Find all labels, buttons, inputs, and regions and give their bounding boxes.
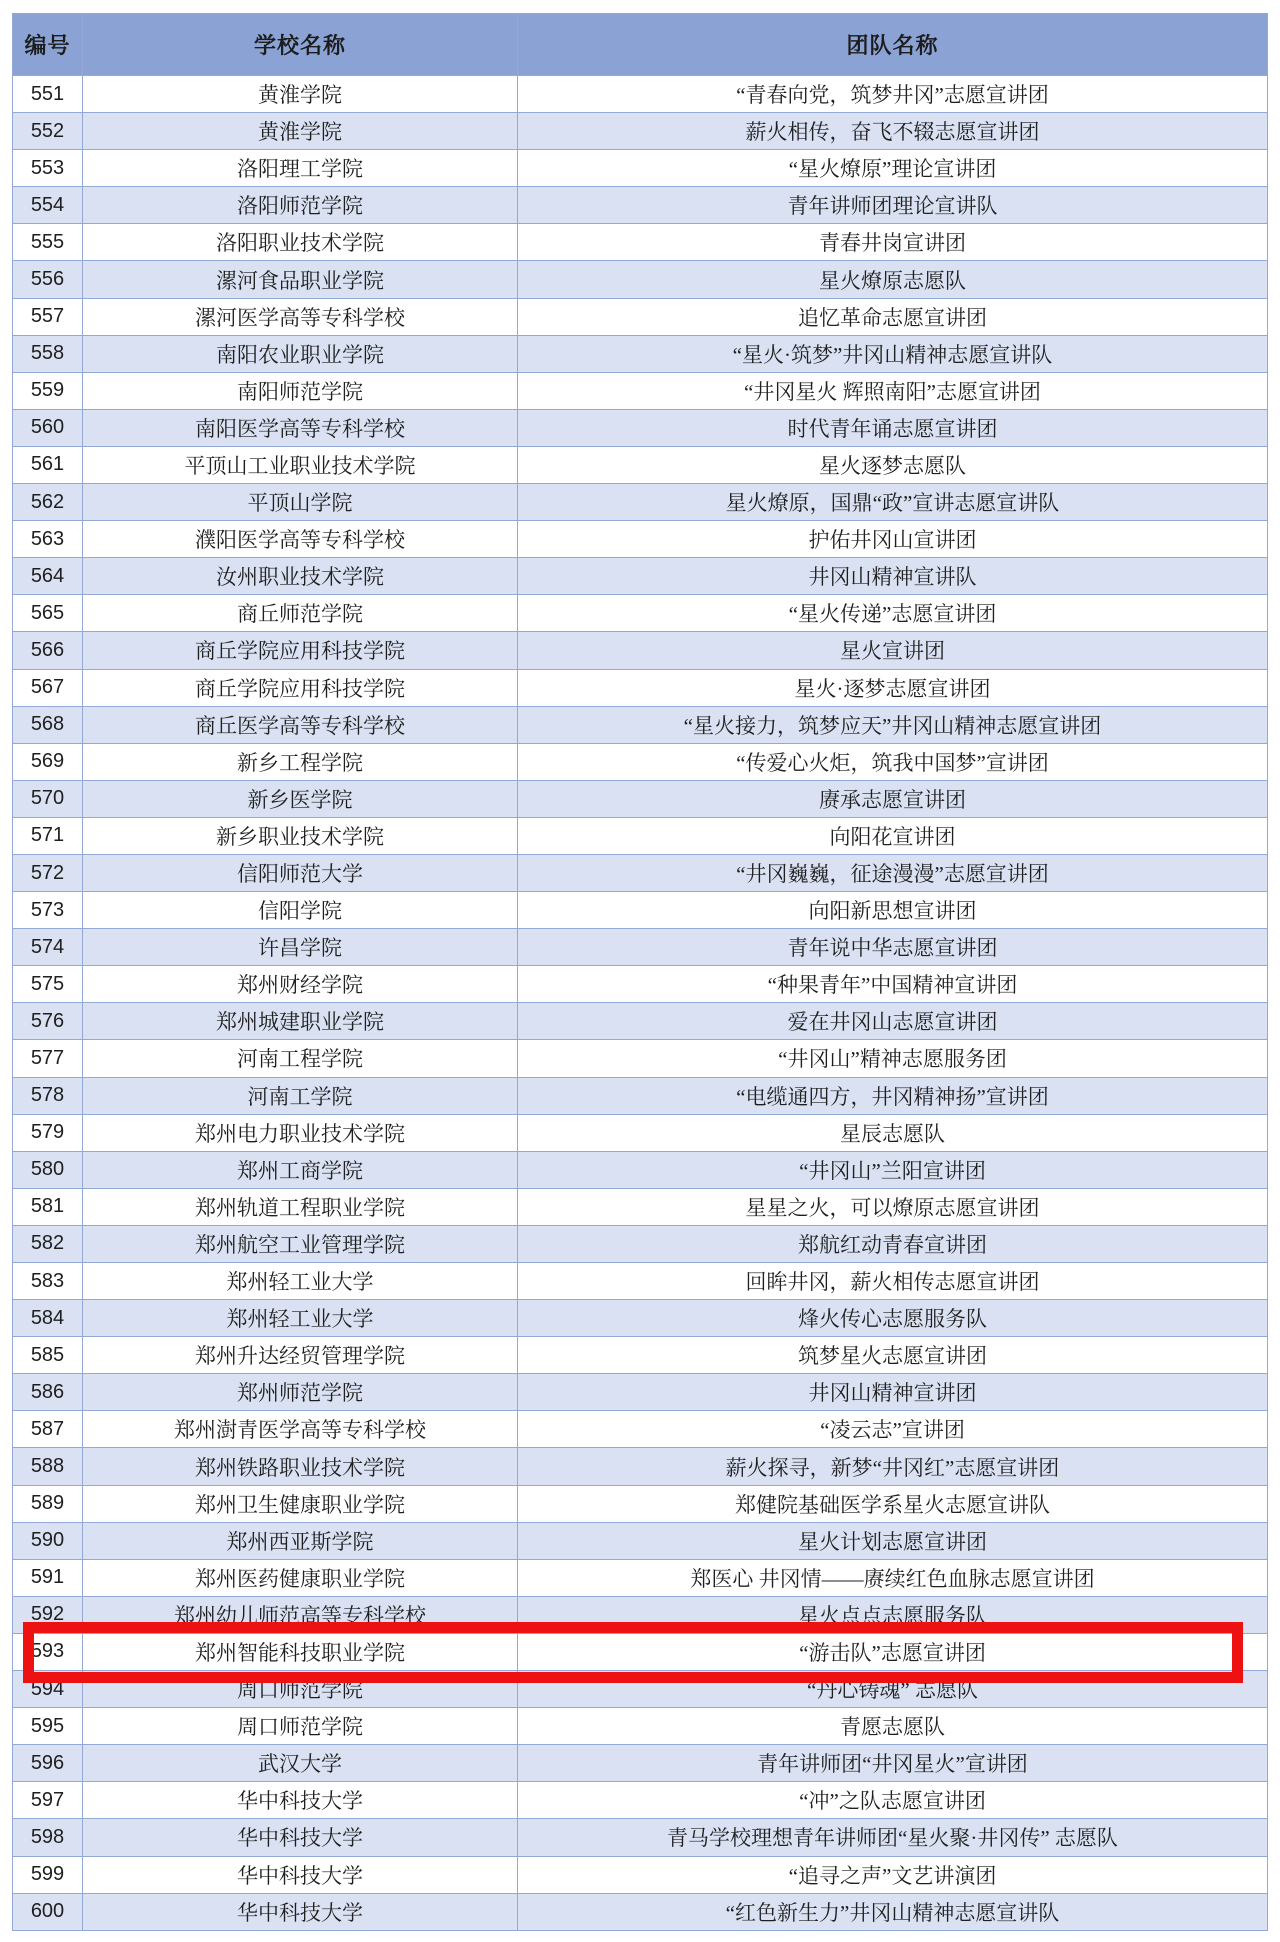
school-name: 郑州轻工业大学 bbox=[83, 1263, 518, 1300]
table-row bbox=[13, 261, 1268, 298]
team-name: 星星之火，可以燎原志愿宣讲团 bbox=[518, 1188, 1268, 1225]
team-name: 青愿志愿队 bbox=[518, 1708, 1268, 1745]
team-name: “传爱心火炬，筑我中国梦”宣讲团 bbox=[518, 743, 1268, 780]
school-name: 郑州电力职业技术学院 bbox=[83, 1114, 518, 1151]
table-row bbox=[13, 187, 1268, 224]
team-name: 星火燎原，国鼎“政”宣讲志愿宣讲队 bbox=[518, 484, 1268, 521]
table-row bbox=[13, 1337, 1268, 1374]
table-row bbox=[13, 1559, 1268, 1596]
table-row bbox=[13, 817, 1268, 854]
team-name: 青年讲师团理论宣讲队 bbox=[518, 187, 1268, 224]
row-number: 582 bbox=[13, 1225, 83, 1262]
row-number: 585 bbox=[13, 1337, 83, 1374]
table-row bbox=[13, 1225, 1268, 1262]
school-name: 新乡工程学院 bbox=[83, 743, 518, 780]
row-number: 571 bbox=[13, 817, 83, 854]
team-name: 郑健院基础医学系星火志愿宣讲队 bbox=[518, 1485, 1268, 1522]
row-number: 593 bbox=[13, 1633, 83, 1670]
table-row bbox=[13, 1708, 1268, 1745]
row-number: 574 bbox=[13, 929, 83, 966]
table-row bbox=[13, 706, 1268, 743]
team-name: 护佑井冈山宣讲团 bbox=[518, 521, 1268, 558]
table-row bbox=[13, 76, 1268, 113]
row-number: 573 bbox=[13, 892, 83, 929]
row-number: 563 bbox=[13, 521, 83, 558]
team-name: 青马学校理想青年讲师团“星火聚·井冈传” 志愿队 bbox=[518, 1819, 1268, 1856]
table-row bbox=[13, 558, 1268, 595]
row-number: 553 bbox=[13, 150, 83, 187]
table-row bbox=[13, 1596, 1268, 1633]
table-row bbox=[13, 1411, 1268, 1448]
row-number: 584 bbox=[13, 1300, 83, 1337]
row-number: 569 bbox=[13, 743, 83, 780]
team-name: 郑医心 井冈情——赓续红色血脉志愿宣讲团 bbox=[518, 1559, 1268, 1596]
team-name: 时代青年诵志愿宣讲团 bbox=[518, 409, 1268, 446]
row-number: 578 bbox=[13, 1077, 83, 1114]
school-name: 洛阳理工学院 bbox=[83, 150, 518, 187]
table-row bbox=[13, 372, 1268, 409]
school-name: 华中科技大学 bbox=[83, 1782, 518, 1819]
table-body bbox=[13, 76, 1268, 1931]
team-name: “凌云志”宣讲团 bbox=[518, 1411, 1268, 1448]
row-number: 576 bbox=[13, 1003, 83, 1040]
table-row bbox=[13, 1448, 1268, 1485]
school-name: 许昌学院 bbox=[83, 929, 518, 966]
row-number: 557 bbox=[13, 298, 83, 335]
table-row bbox=[13, 1114, 1268, 1151]
school-name: 南阳医学高等专科学校 bbox=[83, 409, 518, 446]
team-name: 筑梦星火志愿宣讲团 bbox=[518, 1337, 1268, 1374]
team-name: “井冈山”精神志愿服务团 bbox=[518, 1040, 1268, 1077]
row-number: 592 bbox=[13, 1596, 83, 1633]
school-name: 信阳学院 bbox=[83, 892, 518, 929]
team-name: 青年说中华志愿宣讲团 bbox=[518, 929, 1268, 966]
table-row bbox=[13, 1077, 1268, 1114]
school-name: 洛阳师范学院 bbox=[83, 187, 518, 224]
school-name: 商丘学院应用科技学院 bbox=[83, 632, 518, 669]
team-name: “井冈巍巍，征途漫漫”志愿宣讲团 bbox=[518, 854, 1268, 891]
school-name: 郑州轻工业大学 bbox=[83, 1300, 518, 1337]
team-name: “星火接力，筑梦应天”井冈山精神志愿宣讲团 bbox=[518, 706, 1268, 743]
table-row bbox=[13, 1745, 1268, 1782]
school-name: 郑州智能科技职业学院 bbox=[83, 1633, 518, 1670]
table-row bbox=[13, 298, 1268, 335]
school-name: 华中科技大学 bbox=[83, 1893, 518, 1930]
school-name: 平顶山学院 bbox=[83, 484, 518, 521]
row-number: 575 bbox=[13, 966, 83, 1003]
row-number: 589 bbox=[13, 1485, 83, 1522]
school-name: 郑州财经学院 bbox=[83, 966, 518, 1003]
row-number: 591 bbox=[13, 1559, 83, 1596]
row-number: 590 bbox=[13, 1522, 83, 1559]
table-row bbox=[13, 1856, 1268, 1893]
table-row bbox=[13, 669, 1268, 706]
team-name: 星火逐梦志愿队 bbox=[518, 446, 1268, 483]
table-row bbox=[13, 484, 1268, 521]
table-row bbox=[13, 780, 1268, 817]
team-name: “井冈星火 辉照南阳”志愿宣讲团 bbox=[518, 372, 1268, 409]
team-name: 星火宣讲团 bbox=[518, 632, 1268, 669]
team-name: 星火计划志愿宣讲团 bbox=[518, 1522, 1268, 1559]
table-row bbox=[13, 335, 1268, 372]
row-number: 565 bbox=[13, 595, 83, 632]
table-row bbox=[13, 1188, 1268, 1225]
table-row bbox=[13, 409, 1268, 446]
team-name: 向阳新思想宣讲团 bbox=[518, 892, 1268, 929]
table-row bbox=[13, 1819, 1268, 1856]
team-name: “游击队”志愿宣讲团 bbox=[518, 1633, 1268, 1670]
team-name: 回眸井冈，薪火相传志愿宣讲团 bbox=[518, 1263, 1268, 1300]
row-number: 596 bbox=[13, 1745, 83, 1782]
school-name: 南阳农业职业学院 bbox=[83, 335, 518, 372]
school-name: 郑州幼儿师范高等专科学校 bbox=[83, 1596, 518, 1633]
table-row bbox=[13, 446, 1268, 483]
team-name: 星火点点志愿服务队 bbox=[518, 1596, 1268, 1633]
team-name: “冲”之队志愿宣讲团 bbox=[518, 1782, 1268, 1819]
team-name: 薪火探寻，新梦“井冈红”志愿宣讲团 bbox=[518, 1448, 1268, 1485]
row-number: 599 bbox=[13, 1856, 83, 1893]
row-number: 594 bbox=[13, 1671, 83, 1708]
team-name: 井冈山精神宣讲团 bbox=[518, 1374, 1268, 1411]
school-name: 南阳师范学院 bbox=[83, 372, 518, 409]
table-row bbox=[13, 1003, 1268, 1040]
school-name: 周口师范学院 bbox=[83, 1708, 518, 1745]
table-row bbox=[13, 113, 1268, 150]
team-name: 爱在井冈山志愿宣讲团 bbox=[518, 1003, 1268, 1040]
row-number: 600 bbox=[13, 1893, 83, 1930]
table-header bbox=[13, 14, 1268, 76]
team-name: 青春井岗宣讲团 bbox=[518, 224, 1268, 261]
team-name: 追忆革命志愿宣讲团 bbox=[518, 298, 1268, 335]
row-number: 598 bbox=[13, 1819, 83, 1856]
school-name: 郑州铁路职业技术学院 bbox=[83, 1448, 518, 1485]
school-name: 漯河食品职业学院 bbox=[83, 261, 518, 298]
team-name: “星火燎原”理论宣讲团 bbox=[518, 150, 1268, 187]
school-name: 河南工程学院 bbox=[83, 1040, 518, 1077]
table-row bbox=[13, 1374, 1268, 1411]
team-name: 星火·逐梦志愿宣讲团 bbox=[518, 669, 1268, 706]
team-name: “红色新生力”井冈山精神志愿宣讲队 bbox=[518, 1893, 1268, 1930]
table-row bbox=[13, 1151, 1268, 1188]
table-row bbox=[13, 1300, 1268, 1337]
school-name: 新乡医学院 bbox=[83, 780, 518, 817]
school-name: 郑州工商学院 bbox=[83, 1151, 518, 1188]
school-name: 洛阳职业技术学院 bbox=[83, 224, 518, 261]
row-number: 568 bbox=[13, 706, 83, 743]
column-header-school: 学校名称 bbox=[83, 14, 518, 76]
row-number: 560 bbox=[13, 409, 83, 446]
team-name: “种果青年”中国精神宣讲团 bbox=[518, 966, 1268, 1003]
school-name: 汝州职业技术学院 bbox=[83, 558, 518, 595]
school-name: 郑州城建职业学院 bbox=[83, 1003, 518, 1040]
row-number: 577 bbox=[13, 1040, 83, 1077]
team-name: 井冈山精神宣讲队 bbox=[518, 558, 1268, 595]
row-number: 562 bbox=[13, 484, 83, 521]
row-number: 595 bbox=[13, 1708, 83, 1745]
row-number: 570 bbox=[13, 780, 83, 817]
table-row bbox=[13, 1040, 1268, 1077]
table-row bbox=[13, 929, 1268, 966]
school-name: 商丘学院应用科技学院 bbox=[83, 669, 518, 706]
school-name: 河南工学院 bbox=[83, 1077, 518, 1114]
table-row bbox=[13, 966, 1268, 1003]
table-row bbox=[13, 150, 1268, 187]
award-table bbox=[12, 13, 1268, 1931]
school-name: 郑州航空工业管理学院 bbox=[83, 1225, 518, 1262]
table-row bbox=[13, 743, 1268, 780]
school-name: 新乡职业技术学院 bbox=[83, 817, 518, 854]
school-name: 商丘医学高等专科学校 bbox=[83, 706, 518, 743]
row-number: 552 bbox=[13, 113, 83, 150]
row-number: 561 bbox=[13, 446, 83, 483]
row-number: 580 bbox=[13, 1151, 83, 1188]
row-number: 581 bbox=[13, 1188, 83, 1225]
school-name: 郑州升达经贸管理学院 bbox=[83, 1337, 518, 1374]
table-row bbox=[13, 892, 1268, 929]
table-row bbox=[13, 1522, 1268, 1559]
school-name: 郑州西亚斯学院 bbox=[83, 1522, 518, 1559]
school-name: 平顶山工业职业技术学院 bbox=[83, 446, 518, 483]
table-row bbox=[13, 854, 1268, 891]
team-name: “星火传递”志愿宣讲团 bbox=[518, 595, 1268, 632]
table-row bbox=[13, 632, 1268, 669]
row-number: 579 bbox=[13, 1114, 83, 1151]
row-number: 559 bbox=[13, 372, 83, 409]
row-number: 567 bbox=[13, 669, 83, 706]
table-row bbox=[13, 1782, 1268, 1819]
row-number: 588 bbox=[13, 1448, 83, 1485]
school-name: 郑州轨道工程职业学院 bbox=[83, 1188, 518, 1225]
table-row bbox=[13, 1633, 1268, 1670]
team-name: 烽火传心志愿服务队 bbox=[518, 1300, 1268, 1337]
row-number: 566 bbox=[13, 632, 83, 669]
team-name: 星辰志愿队 bbox=[518, 1114, 1268, 1151]
table-row bbox=[13, 224, 1268, 261]
row-number: 554 bbox=[13, 187, 83, 224]
row-number: 572 bbox=[13, 854, 83, 891]
column-header-team: 团队名称 bbox=[518, 14, 1268, 76]
table-row bbox=[13, 521, 1268, 558]
team-name: “井冈山”兰阳宣讲团 bbox=[518, 1151, 1268, 1188]
table-row bbox=[13, 1893, 1268, 1930]
row-number: 558 bbox=[13, 335, 83, 372]
row-number: 555 bbox=[13, 224, 83, 261]
school-name: 郑州医药健康职业学院 bbox=[83, 1559, 518, 1596]
team-name: 星火燎原志愿队 bbox=[518, 261, 1268, 298]
school-name: 商丘师范学院 bbox=[83, 595, 518, 632]
row-number: 587 bbox=[13, 1411, 83, 1448]
team-name: “追寻之声”文艺讲演团 bbox=[518, 1856, 1268, 1893]
school-name: 信阳师范大学 bbox=[83, 854, 518, 891]
table-row bbox=[13, 595, 1268, 632]
team-name: 青年讲师团“井冈星火”宣讲团 bbox=[518, 1745, 1268, 1782]
row-number: 597 bbox=[13, 1782, 83, 1819]
team-name: “星火·筑梦”井冈山精神志愿宣讲队 bbox=[518, 335, 1268, 372]
table-row bbox=[13, 1671, 1268, 1708]
school-name: 华中科技大学 bbox=[83, 1856, 518, 1893]
school-name: 濮阳医学高等专科学校 bbox=[83, 521, 518, 558]
school-name: 华中科技大学 bbox=[83, 1819, 518, 1856]
school-name: 郑州澍青医学高等专科学校 bbox=[83, 1411, 518, 1448]
team-name: 向阳花宣讲团 bbox=[518, 817, 1268, 854]
school-name: 黄淮学院 bbox=[83, 113, 518, 150]
team-name: “丹心铸魂” 志愿队 bbox=[518, 1671, 1268, 1708]
team-name: 赓承志愿宣讲团 bbox=[518, 780, 1268, 817]
table-row bbox=[13, 1485, 1268, 1522]
row-number: 551 bbox=[13, 76, 83, 113]
team-name: “青春向党，筑梦井冈”志愿宣讲团 bbox=[518, 76, 1268, 113]
team-name: 郑航红动青春宣讲团 bbox=[518, 1225, 1268, 1262]
school-name: 黄淮学院 bbox=[83, 76, 518, 113]
school-name: 周口师范学院 bbox=[83, 1671, 518, 1708]
school-name: 漯河医学高等专科学校 bbox=[83, 298, 518, 335]
row-number: 583 bbox=[13, 1263, 83, 1300]
team-name: 薪火相传，奋飞不辍志愿宣讲团 bbox=[518, 113, 1268, 150]
column-header-number: 编号 bbox=[13, 14, 83, 76]
header-row bbox=[13, 14, 1268, 76]
row-number: 586 bbox=[13, 1374, 83, 1411]
school-name: 郑州卫生健康职业学院 bbox=[83, 1485, 518, 1522]
table-row bbox=[13, 1263, 1268, 1300]
row-number: 564 bbox=[13, 558, 83, 595]
school-name: 郑州师范学院 bbox=[83, 1374, 518, 1411]
row-number: 556 bbox=[13, 261, 83, 298]
team-name: “电缆通四方，井冈精神扬”宣讲团 bbox=[518, 1077, 1268, 1114]
school-name: 武汉大学 bbox=[83, 1745, 518, 1782]
